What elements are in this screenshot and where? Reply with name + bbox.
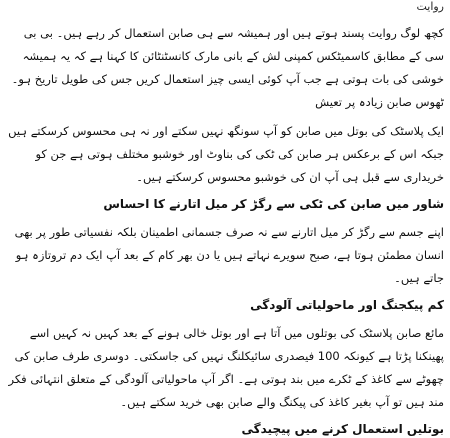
heading-shower-feeling: شاور میں صابن کی ٹکی سے رگڑ کر میل اتارنے کا احساس xyxy=(103,197,444,211)
top-text-fragment: روایت xyxy=(416,0,444,13)
paragraph-shower: اپنے جسم سے رگڑ کر میل اتارنے سے نہ صرف جسمانی اطمینان بلکہ نفسیاتی طور پر بھی انسان مطمئن ہوتا ہے، صبح سویرے نہاتے ہیں یا دن بھر کام کے بعد آپ ایک دم تروتازہ ہو جاتے ہیں۔ xyxy=(14,225,444,285)
paragraph-smell: ایک پلاسٹک کی بوتل میں صابن کو آپ سونگھ نہیں سکتے اور نہ ہی محسوس کرسکتے ہیں جبکہ اس کے برعکس ہر صابن کی ٹکی کی بناوٹ اور خوشبو مختلف ہوتی ہے جن کو خریداری سے قبل ہی آپ ان کی خوشبو محسوس کرسکتے ہیں۔ xyxy=(8,124,444,184)
heading-packaging: کم پیکجنگ اور ماحولیاتی آلودگی xyxy=(250,298,444,312)
heading-bottle-complexity: بوتلیں استعمال کرنے میں پیچیدگی xyxy=(241,422,444,436)
paragraph-packaging: مائع صابن پلاسٹک کی بوتلوں میں آتا ہے اور بوتل خالی ہونے کے بعد کہیں نہ کہیں اسے پھینکنا پڑتا ہے کیونکہ 100 فیصدری سائیکلنگ نہیں کی جاسکتی۔ دوسری طرف صابن کی چھوٹے سے کاغذ کے ٹکرے میں بند ہوتی ہے۔ اگر آپ ماحولیاتی آلودگی کے متعلق انتہائی فکر مند ہیں تو آپ بغیر کاغذ کی پیکنگ والے صابن بھی خرید سکتے ہیں۔ xyxy=(8,326,444,409)
paragraph-intro: کچھ لوگ روایت پسند ہوتے ہیں اور ہمیشہ سے ہی صابن استعمال کر رہے ہیں۔ بی بی سی کے مطابق کاسمیٹکس کمپنی لش کے بانی مارک کانسٹنٹائن کا کہنا ہے کہ یہ ہمیشہ خوشی کی بات ہوتی ہے جب آپ کوئی ایسی چیز استعمال کریں جس کی طویل تاریخ ہو۔ ٹھوس صابن زیادہ پر تعیش xyxy=(11,26,444,109)
